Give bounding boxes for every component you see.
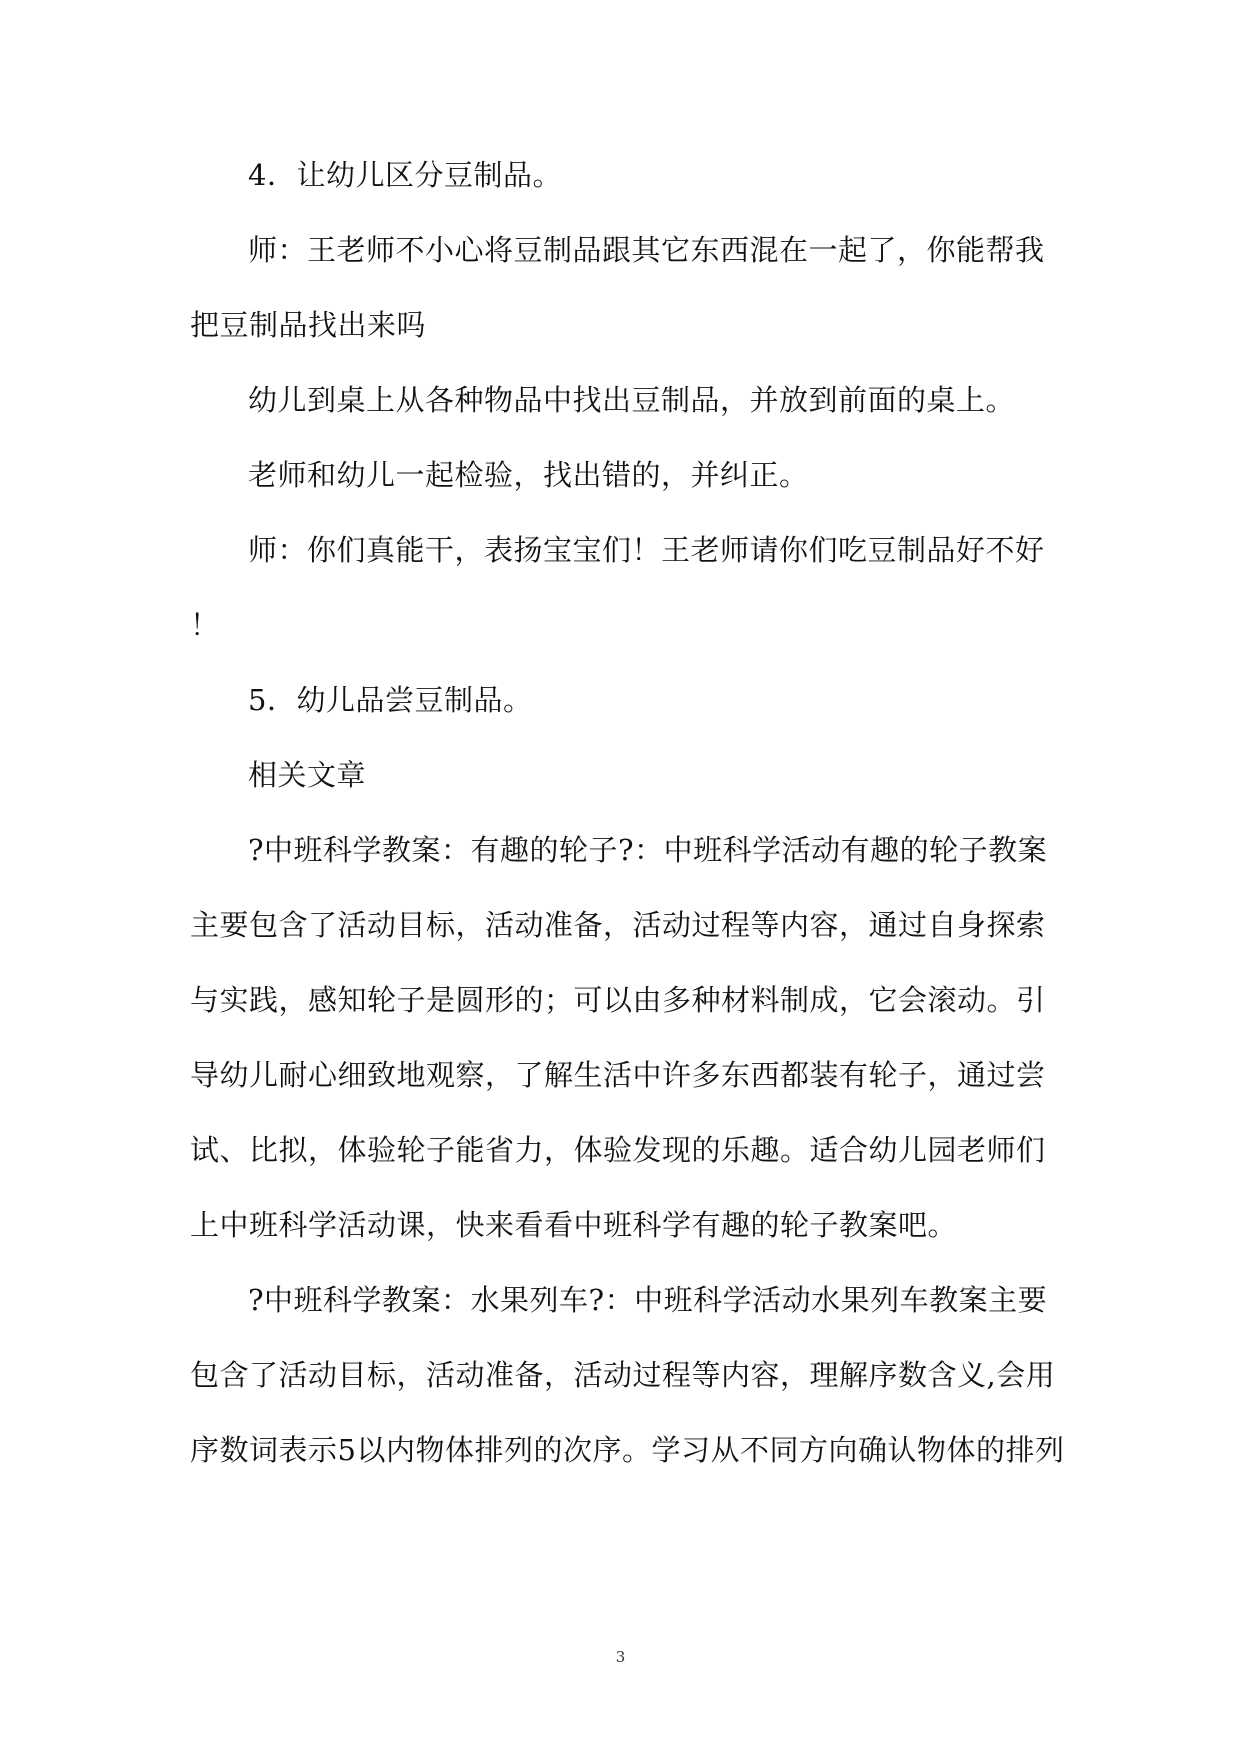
- section-heading: 相关文章: [248, 758, 367, 792]
- text-line: 序数词表示5以内物体排列的次序。学习从不同方向确认物体的排列: [190, 1433, 1065, 1467]
- text-line: 与实践，感知轮子是圆形的；可以由多种材料制成，它会滚动。引: [190, 983, 1046, 1017]
- text-line: 导幼儿耐心细致地观察，了解生活中许多东西都装有轮子，通过尝: [190, 1058, 1046, 1092]
- text-line: 师：王老师不小心将豆制品跟其它东西混在一起了，你能帮我: [248, 233, 1045, 267]
- text-line: ！: [190, 608, 220, 642]
- text-line: ?中班科学教案：有趣的轮子?：中班科学活动有趣的轮子教案: [248, 833, 1048, 867]
- text-line: 幼儿到桌上从各种物品中找出豆制品，并放到前面的桌上。: [248, 383, 1016, 417]
- text-line: 包含了活动目标，活动准备，活动过程等内容，理解序数含义,会用: [190, 1358, 1056, 1392]
- text-line: 老师和幼儿一起检验，找出错的，并纠正。: [248, 458, 809, 492]
- text-line: 上中班科学活动课，快来看看中班科学有趣的轮子教案吧。: [190, 1208, 958, 1242]
- text-line: 5．幼儿品尝豆制品。: [248, 683, 533, 717]
- page-number: 3: [615, 1648, 626, 1666]
- text-line: ?中班科学教案：水果列车?：中班科学活动水果列车教案主要: [248, 1283, 1048, 1317]
- text-line: 主要包含了活动目标，活动准备，活动过程等内容，通过自身探索: [190, 908, 1046, 942]
- text-line: 把豆制品找出来吗: [190, 308, 427, 342]
- text-line: 4．让幼儿区分豆制品。: [248, 158, 562, 192]
- text-line: 师：你们真能干，表扬宝宝们！王老师请你们吃豆制品好不好: [248, 533, 1045, 567]
- text-line: 试、比拟，体验轮子能省力，体验发现的乐趣。适合幼儿园老师们: [190, 1133, 1046, 1167]
